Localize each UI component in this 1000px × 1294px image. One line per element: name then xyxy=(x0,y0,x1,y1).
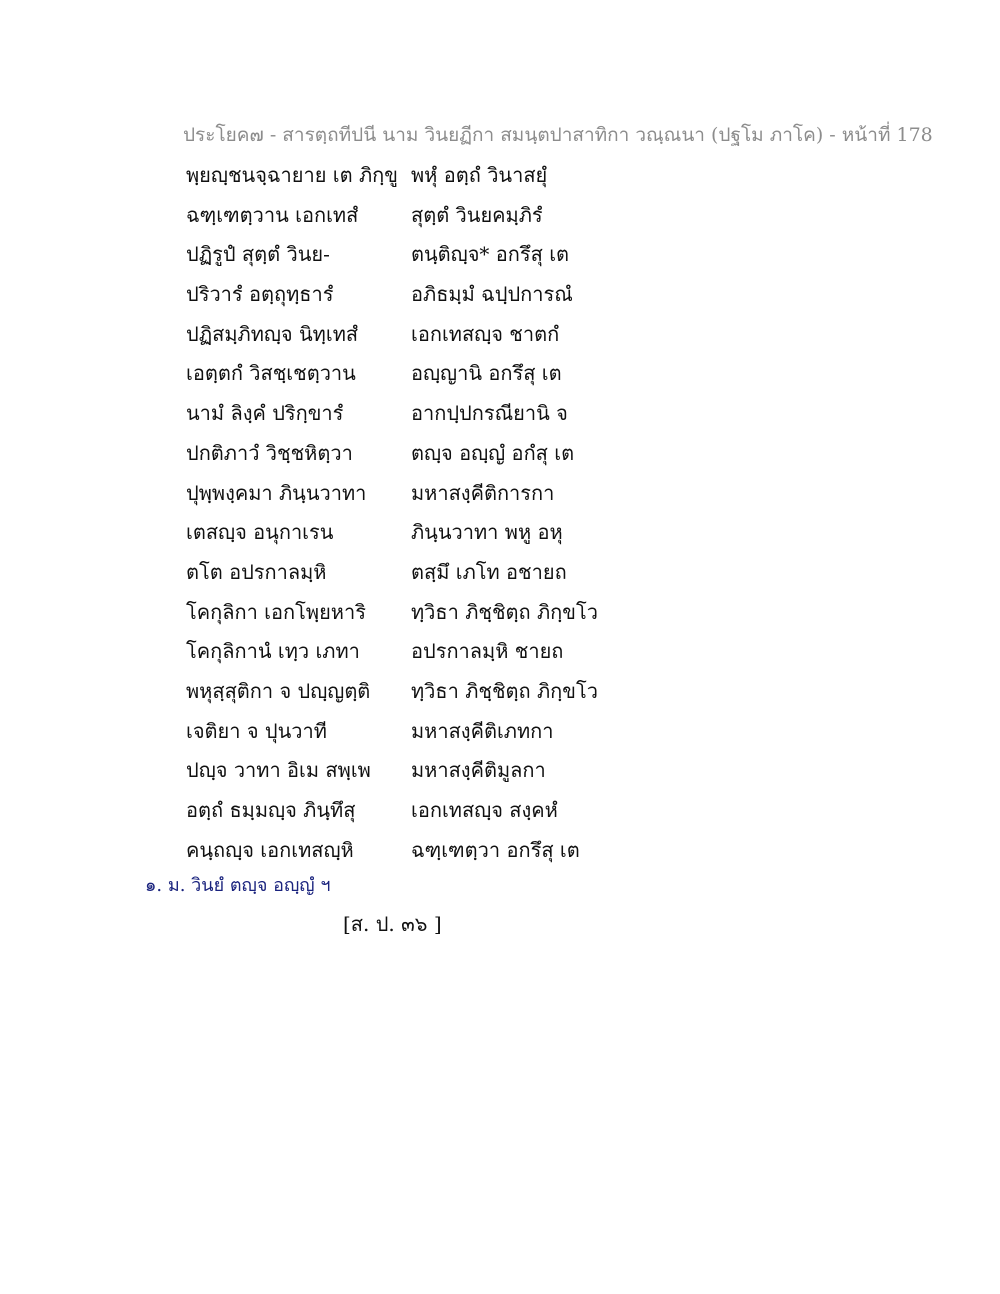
verse-left: พหุสฺสุติกา จ ปญฺญตฺติ xyxy=(186,678,371,703)
verse-right: อปรกาลมฺหิ ชายถ xyxy=(411,639,564,664)
verse-left: ปุพฺพงฺคมา ภินฺนวาทา xyxy=(186,480,367,505)
verse-left: ปฏิรูปํ สุตฺตํ วินย- xyxy=(186,242,330,267)
verse-left: โคกุลิกานํ เทฺว เภทา xyxy=(186,639,360,664)
verse-left: เจติยา จ ปุนวาที xyxy=(186,718,327,743)
verse-right: อภิธมฺมํ ฉปฺปการณํ xyxy=(411,282,573,307)
verse-right: มหาสงฺคีติมูลกา xyxy=(411,758,546,783)
verse-right: ฉฑฺเฑตฺวา อกรึสุ เต xyxy=(411,837,580,862)
verse-right: อากปฺปกรณียานิ จ xyxy=(411,401,568,426)
verse-right: อญฺญานิ อกรึสุ เต xyxy=(411,361,562,386)
verse-right: สุตฺตํ วินยคมฺภิรํ xyxy=(411,202,543,227)
verse-right: ตนฺติญฺจ* อกรึสุ เต xyxy=(411,242,570,267)
verse-left: ปริวารํ อตฺถุทฺธารํ xyxy=(186,282,334,307)
verse-left: อตฺถํ ธมฺมญฺจ ภินฺทึสุ xyxy=(186,798,356,822)
verse-left: เอตฺตกํ วิสชฺเชตฺวาน xyxy=(186,361,356,386)
footnote: ๑. ม. วินยํ ตญฺจ อญฺญํ ฯ xyxy=(145,875,331,896)
verse-right: ภินฺนวาทา พหู อหุ xyxy=(411,520,563,545)
page-reference: [ส. ป. ๓๖ ] xyxy=(343,912,442,936)
verse-right: ตญฺจ อญฺญํ อกํสุ เต xyxy=(411,440,575,465)
verse-left: นามํ ลิงฺคํ ปริกฺขารํ xyxy=(186,401,344,426)
verse-left: ฉฑฺเฑตฺวาน เอกเทสํ xyxy=(186,202,359,227)
verse-left: พฺยญฺชนจฺฉายาย เต ภิกฺขู xyxy=(186,163,398,187)
verse-left: คนฺถญฺจ เอกเทสญฺหิ xyxy=(186,837,354,862)
verse-right: ทฺวิธา ภิชฺชิตฺถ ภิกฺขโว xyxy=(411,599,598,624)
page-header: ประโยค๗ - สารตฺถทีปนี นาม วินยฏีกา สมนฺตปาสาทิกา วณฺณนา (ปฐโม ภาโค) - หน้าที่ 178 xyxy=(183,124,933,146)
verse-right: พหุํ อตฺถํ วินาสยุํ xyxy=(411,163,548,187)
verse-right: ตสฺมึ เภโท อชายถ xyxy=(411,559,567,584)
verse-left: โคกุลิกา เอกโพฺยหาริ xyxy=(186,599,366,624)
verse-left: ตโต อปรกาลมฺหิ xyxy=(186,559,327,584)
verse-right: มหาสงฺคีติเภทกา xyxy=(411,718,554,743)
verse-left: ปกติภาวํ วิชฺชหิตฺวา xyxy=(186,440,353,465)
verse-right: เอกเทสญฺจ ชาตกํ xyxy=(411,321,560,346)
verse-right: มหาสงฺคีติการกา xyxy=(411,480,555,505)
verse-left: เตสญฺจ อนุกาเรน xyxy=(186,520,334,545)
verse-right: ทฺวิธา ภิชฺชิตฺถ ภิกฺขโว xyxy=(411,678,598,703)
verse-left: ปฏิสมฺภิทญฺจ นิทฺเทสํ xyxy=(186,321,359,346)
verse-right: เอกเทสญฺจ สงฺคหํ xyxy=(411,798,558,822)
verse-left: ปญฺจ วาทา อิเม สพฺเพ xyxy=(186,758,371,783)
